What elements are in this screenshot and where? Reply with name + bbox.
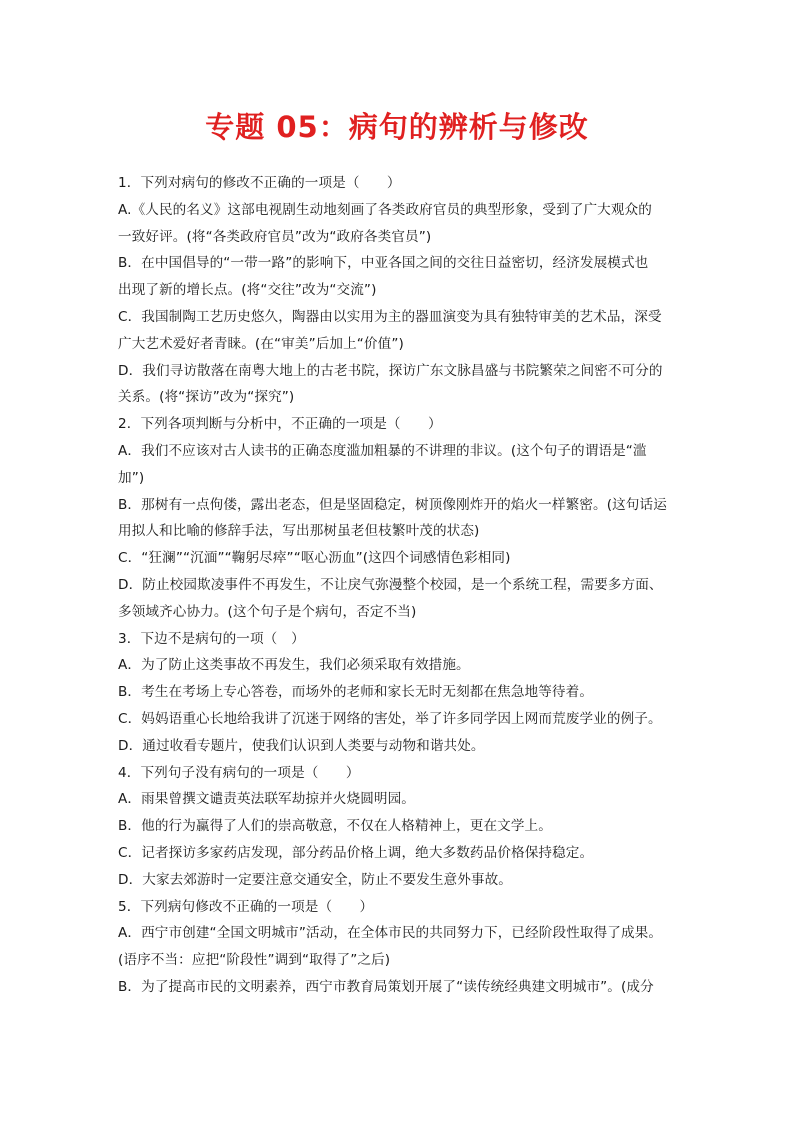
text-line: A.《人民的名义》这部电视剧生动地刻画了各类政府官员的典型形象，受到了广大观众的: [118, 201, 652, 218]
text-line: 2．下列各项判断与分析中，不正确的一项是（ ）: [118, 416, 442, 433]
text-line: A．雨果曾撰文谴责英法联军劫掠并火烧圆明园。: [118, 791, 415, 808]
text-line: C．妈妈语重心长地给我讲了沉迷于网络的害处，举了许多同学因上网而荒废学业的例子。: [118, 710, 662, 727]
text-line: A．为了防止这类事故不再发生，我们必须采取有效措施。: [118, 657, 470, 674]
text-line: (语序不当：应把“阶段性”调到“取得了”之后): [118, 952, 391, 969]
text-line: C．记者探访多家药店发现，部分药品价格上调，绝大多数药品价格保持稳定。: [118, 844, 594, 861]
text-line: 广大艺术爱好者青睐。(在“审美”后加上“价值”): [118, 335, 404, 352]
text-line: 一致好评。(将“各类政府官员”改为“政府各类官员”): [118, 228, 432, 245]
text-line: 出现了新的增长点。(将“交往”改为“交流”): [118, 282, 377, 299]
text-line: D．我们寻访散落在南粤大地上的古老书院，探访广东文脉昌盛与书院繁荣之间密不可分的: [118, 362, 663, 379]
text-line: D．防止校园欺凌事件不再发生，不让戾气弥漫整个校园，是一个系统工程，需要多方面、: [118, 576, 663, 593]
text-line: B．为了提高市民的文明素养，西宁市教育局策划开展了“读传统经典建文明城市”。(成分: [118, 978, 654, 995]
text-line: A．西宁市创建“全国文明城市”活动，在全体市民的共同努力下，已经阶段性取得了成果。: [118, 925, 663, 942]
text-line: 3．下边不是病句的一项（ ）: [118, 630, 305, 647]
text-line: B．考生在考场上专心答卷，而场外的老师和家长无时无刻都在焦急地等待着。: [118, 684, 594, 701]
text-line: C．我国制陶工艺历史悠久，陶器由以实用为主的器皿演变为具有独特审美的艺术品，深受: [118, 308, 662, 325]
text-line: B．他的行为赢得了人们的崇高敬意，不仅在人格精神上，更在文学上。: [118, 818, 552, 835]
page-title: 专题 05：病句的辨析与修改: [205, 110, 589, 144]
text-line: 加”): [118, 469, 145, 486]
text-line: B．那树有一点佝偻，露出老态，但是坚固稳定，树顶像刚炸开的焰火一样繁密。(这句话运: [118, 496, 667, 513]
text-line: A．我们不应该对古人读书的正确态度滥加粗暴的不讲理的非议。(这个句子的谓语是“滥: [118, 442, 647, 459]
text-line: 4．下列句子没有病句的一项是（ ）: [118, 764, 360, 781]
text-line: B．在中国倡导的“一带一路”的影响下，中亚各国之间的交往日益密切，经济发展模式也: [118, 255, 649, 272]
text-line: D．大家去郊游时一定要注意交通安全，防止不要发生意外事故。: [118, 871, 512, 888]
text-line: 1．下列对病句的修改不正确的一项是（ ）: [118, 175, 401, 191]
question-body: [118, 170, 684, 1001]
text-line: 用拟人和比喻的修辞手法，写出那树虽老但枝繁叶茂的状态): [118, 523, 480, 540]
text-line: 关系。(将“探访”改为“探究”): [118, 389, 295, 406]
text-line: 5．下列病句修改不正确的一项是（ ）: [118, 898, 374, 915]
text-line: 多领域齐心协力。(这个句子是个病句，否定不当): [118, 603, 417, 620]
text-line: C．“狂澜”“沉湎”“鞠躬尽瘁”“呕心沥血”(这四个词感情色彩相同): [118, 550, 511, 567]
text-line: D．通过收看专题片，使我们认识到人类要与动物和谐共处。: [118, 737, 485, 754]
